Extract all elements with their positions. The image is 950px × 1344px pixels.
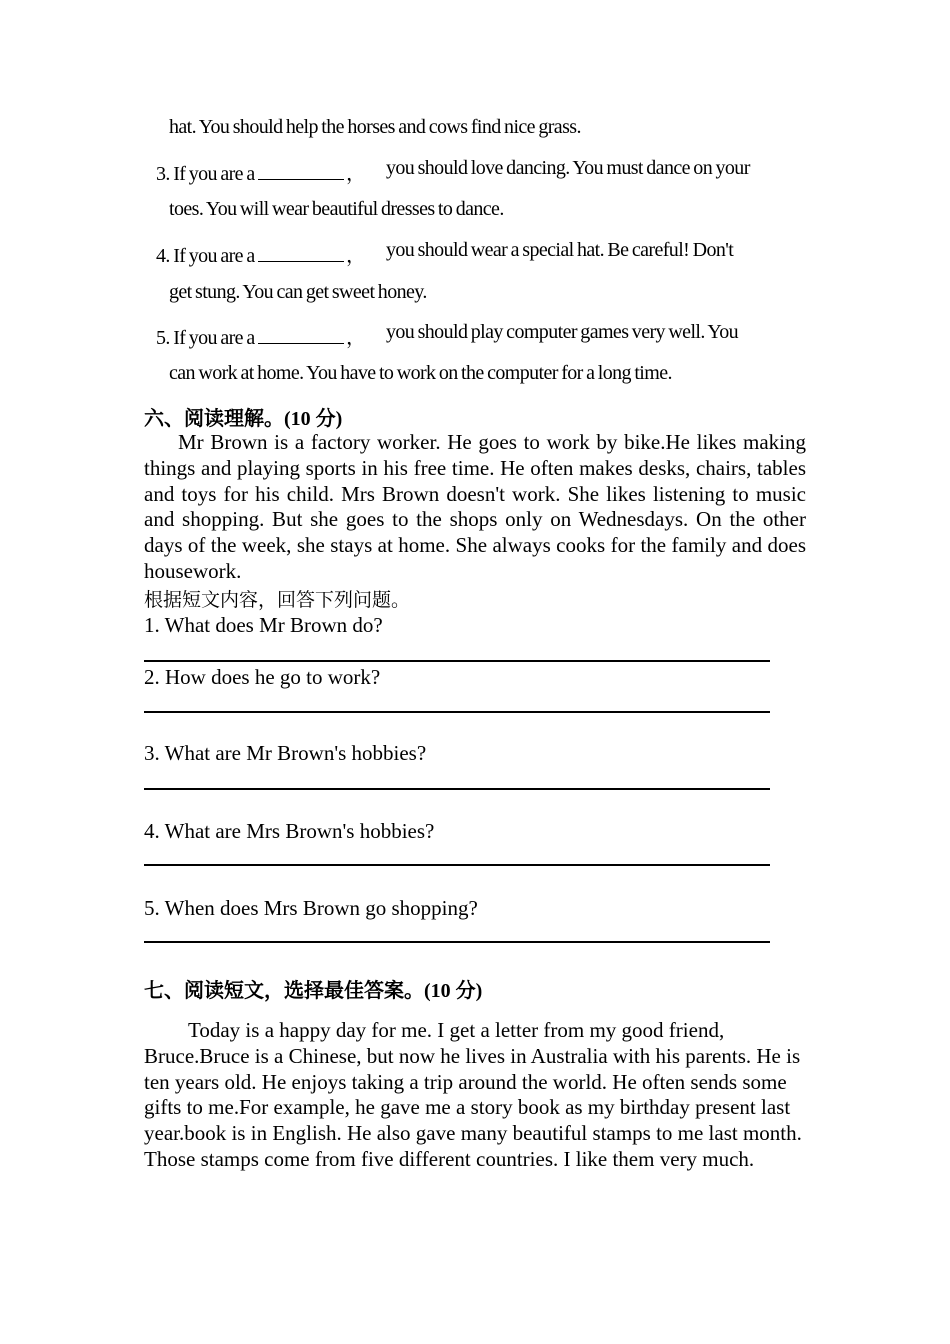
section-7-title: 七、阅读短文，选择最佳答案。(10 分)	[144, 980, 483, 1002]
fill-blank-continuation: can work at home. You have to work on the computer for a long time.	[169, 362, 672, 384]
answer-line-2[interactable]	[144, 711, 770, 713]
fill-blank-comma: ，	[346, 163, 366, 185]
answer-line-1[interactable]	[144, 660, 770, 662]
answer-line-3[interactable]	[144, 788, 770, 790]
fill-blank-item-4	[156, 239, 365, 268]
question-3: 3. What are Mr Brown's hobbies?	[144, 741, 427, 765]
question-4: 4. What are Mrs Brown's hobbies?	[144, 819, 435, 843]
answer-blank-3[interactable]	[258, 163, 344, 180]
fill-blank-continuation: toes. You will wear beautiful dresses to dance.	[169, 198, 504, 220]
section-6-passage: Mr Brown is a factory worker. He goes to work by bike.He likes making things and playing sports in his free time. He often makes desks, chairs, tables and toys for his child. Mrs Brown doesn't work. She likes listening to music and shopping. But she goes to the shops only on Wednesdays. On the other days of the week, she stays at home. She always cooks for the family and does housework.	[144, 430, 806, 583]
question-2: 2. How does he go to work?	[144, 665, 381, 689]
fill-blank-comma: ，	[346, 327, 366, 349]
fill-blank-rest: you should wear a special hat. Be careful! Don't	[386, 239, 734, 261]
question-5: 5. When does Mrs Brown go shopping?	[144, 896, 478, 920]
question-1: 1. What does Mr Brown do?	[144, 613, 383, 637]
fill-blank-rest: you should play computer games very well. You	[386, 321, 739, 343]
fill-blank-item-3	[156, 157, 365, 186]
fill-blank-prefix: 4. If you are a	[156, 245, 255, 267]
section-6-instruction: 根据短文内容，回答下列问题。	[144, 589, 411, 611]
fill-blank-rest: you should love dancing. You must dance on your	[386, 157, 750, 179]
answer-line-5[interactable]	[144, 941, 770, 943]
answer-blank-4[interactable]	[258, 245, 344, 262]
fill-blank-item-5	[156, 321, 365, 350]
fill-blank-prefix: 5. If you are a	[156, 327, 255, 349]
fill-blank-continuation-line: hat. You should help the horses and cows find nice grass.	[169, 116, 581, 138]
answer-blank-5[interactable]	[258, 327, 344, 344]
fill-blank-continuation: get stung. You can get sweet honey.	[169, 281, 427, 303]
answer-line-4[interactable]	[144, 864, 770, 866]
section-6-title: 六、阅读理解。(10 分)	[144, 408, 343, 430]
section-7-passage: Today is a happy day for me. I get a letter from my good friend, Bruce.Bruce is a Chinese, but now he lives in Australia with his parents. He is ten years old. He enjoys taking a trip around the world. He often sends some gifts to me.For example, he gave me a story book as my birthday present last year.book is in English. He also gave many beautiful stamps to me last month. Those stamps come from five different countries. I like them very much.	[144, 1018, 802, 1171]
fill-blank-prefix: 3. If you are a	[156, 163, 255, 185]
fill-blank-comma: ，	[346, 245, 366, 267]
